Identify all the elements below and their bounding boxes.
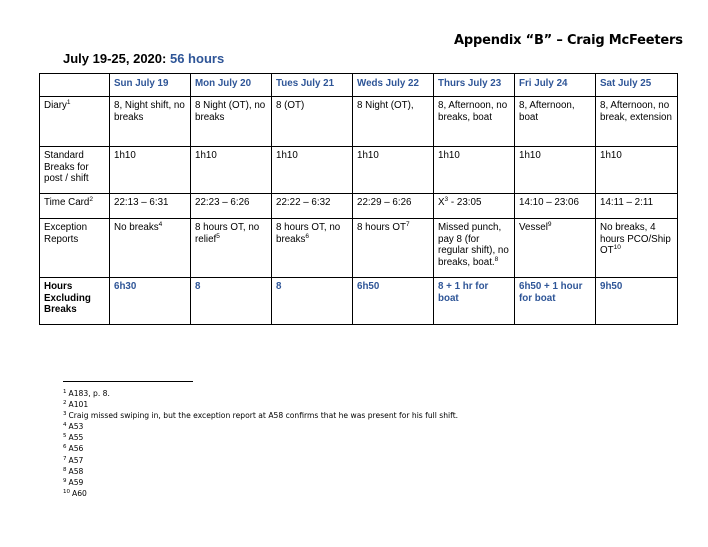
footnote-text: A57 [68, 455, 84, 465]
week-heading [63, 51, 224, 66]
footnote-item [63, 488, 458, 499]
cell-text: 22:23 – 6:26 [195, 197, 250, 208]
cell-text: 8, Afternoon, boat [519, 100, 575, 123]
row-label [40, 194, 110, 219]
schedule-table [39, 73, 678, 325]
row-label [40, 97, 110, 147]
table-cell [353, 147, 434, 194]
cell-text: 22:13 – 6:31 [114, 197, 169, 208]
row-label-text: Hours Excluding Breaks [44, 281, 91, 315]
cell-text: 8, Night shift, no breaks [114, 100, 185, 123]
footnote-item [63, 410, 458, 421]
footnote-text: A60 [72, 488, 87, 498]
row-label-text: Time Card [44, 197, 90, 208]
cell-text: 1h10 [195, 150, 217, 161]
footnotes [63, 388, 458, 499]
table-cell [434, 219, 515, 278]
table-row [40, 194, 678, 219]
footnote-number: 3 [63, 411, 67, 418]
footnote-ref: 6 [305, 232, 310, 240]
table-cell [434, 97, 515, 147]
table-cell [596, 278, 678, 325]
table-cell [353, 278, 434, 325]
header-cell: Fri July 24 [515, 74, 596, 97]
cell-text-after: - 23:05 [448, 197, 482, 208]
cell-text: 22:29 – 6:26 [357, 197, 412, 208]
row-label-text: Diary [44, 100, 67, 111]
cell-text: 8, Afternoon, no break, extension [600, 100, 672, 123]
cell-text: X [438, 197, 445, 208]
table-row [40, 219, 678, 278]
table-cell [515, 278, 596, 325]
cell-text: 6h50 [357, 281, 380, 292]
footnote-item [63, 466, 458, 477]
table-row [40, 147, 678, 194]
cell-text: 8 (OT) [276, 100, 305, 111]
table-cell [596, 194, 678, 219]
table-cell [110, 194, 191, 219]
cell-text: 8 Night (OT), no breaks [195, 100, 266, 123]
table-cell [515, 219, 596, 278]
table-cell [272, 147, 353, 194]
cell-text: No breaks [114, 222, 159, 233]
table-cell [596, 147, 678, 194]
footnote-text: A56 [68, 444, 84, 454]
appendix-title: Appendix “B” – Craig McFeeters [454, 33, 683, 48]
footnote-ref: 3 [444, 196, 449, 203]
table-cell [596, 97, 678, 147]
cell-text: 1h10 [600, 150, 622, 161]
header-cell: Mon July 20 [191, 74, 272, 97]
header-cell: Sun July 19 [110, 74, 191, 97]
table-cell [110, 219, 191, 278]
header-corner-cell [40, 74, 110, 97]
table-cell [272, 278, 353, 325]
cell-text: 8 hours OT, no relief [195, 222, 260, 245]
footnote-item [63, 477, 458, 488]
table-cell [191, 97, 272, 147]
week-range: July 19-25, 2020: [63, 51, 167, 66]
footnote-item [63, 399, 458, 410]
header-cell: Tues July 21 [272, 74, 353, 97]
table-cell [272, 194, 353, 219]
header-cell: Sat July 25 [596, 74, 678, 97]
footnote-text: A55 [68, 433, 84, 443]
footnote-text: A183, p. 8. [68, 389, 110, 398]
footnote-number: 1 [63, 389, 67, 395]
footnote-item [63, 388, 458, 399]
table-cell [596, 219, 678, 278]
row-label-text: Standard Breaks for post / shift [44, 150, 89, 184]
cell-text: 6h30 [114, 281, 137, 292]
footnote-text: A59 [68, 477, 84, 487]
footnote-number: 9 [63, 477, 67, 484]
table-cell [110, 97, 191, 147]
footnote-item [63, 432, 458, 443]
table-cell [191, 147, 272, 194]
cell-text: 9h50 [600, 281, 623, 292]
cell-text: 8 [195, 281, 201, 292]
cell-text: No breaks, 4 hours PCO/Ship OT [600, 222, 671, 256]
table-cell [191, 194, 272, 219]
table-cell [191, 278, 272, 325]
cell-text: 8 + 1 hr for boat [438, 281, 489, 304]
row-label [40, 219, 110, 278]
table-cell [191, 219, 272, 278]
cell-text: Vessel [519, 222, 548, 233]
cell-text: 1h10 [519, 150, 541, 161]
footnote-number: 2 [63, 400, 67, 407]
row-label-text: Exception Reports [44, 222, 88, 245]
footnote-number: 4 [63, 422, 67, 429]
cell-text: 1h10 [114, 150, 136, 161]
cell-text: 8, Afternoon, no breaks, boat [438, 100, 508, 123]
footnote-ref: 1 [66, 99, 71, 106]
cell-text: 1h10 [438, 150, 460, 161]
cell-text: 8 [276, 281, 282, 292]
table-cell [515, 194, 596, 219]
footnote-text: A53 [68, 422, 84, 432]
table-cell [515, 147, 596, 194]
table-cell [434, 147, 515, 194]
footnote-item [63, 421, 458, 432]
cell-text: Missed punch, pay 8 (for regular shift), no breaks, boat. [438, 222, 509, 268]
header-cell: Weds July 22 [353, 74, 434, 97]
cell-text: 8 Night (OT), [357, 100, 414, 111]
cell-text: 1h10 [276, 150, 298, 161]
footnote-number: 6 [63, 444, 67, 451]
table-row [40, 97, 678, 147]
footnote-text: A101 [68, 400, 89, 410]
footnote-ref: 9 [547, 221, 552, 228]
footnote-text: A58 [68, 466, 84, 476]
table-cell [353, 194, 434, 219]
footnote-ref: 5 [216, 232, 220, 240]
row-label [40, 147, 110, 194]
table-cell [272, 219, 353, 278]
footnote-number: 10 [63, 488, 70, 495]
row-label [40, 278, 110, 325]
cell-text: 22:22 – 6:32 [276, 197, 331, 208]
table-row [40, 278, 678, 325]
footnote-number: 8 [63, 466, 67, 473]
table-cell [110, 147, 191, 194]
cell-text: 14:10 – 23:06 [519, 197, 579, 208]
footnote-separator [63, 381, 193, 382]
footnote-item [63, 455, 458, 466]
header-cell: Thurs July 23 [434, 74, 515, 97]
cell-text: 14:11 – 2:11 [600, 197, 654, 208]
footnote-ref: 7 [406, 221, 410, 228]
table-cell [434, 194, 515, 219]
table-cell [110, 278, 191, 325]
cell-text: 8 hours OT [357, 222, 407, 233]
footnote-ref: 2 [89, 196, 93, 203]
footnote-ref: 10 [613, 244, 621, 251]
cell-text: 1h10 [357, 150, 379, 161]
table-cell [353, 97, 434, 147]
cell-text: 6h50 + 1 hour for boat [519, 281, 583, 304]
footnote-ref: 4 [158, 221, 163, 228]
table-cell [434, 278, 515, 325]
table-cell [515, 97, 596, 147]
footnote-number: 7 [63, 455, 67, 462]
footnote-item [63, 443, 458, 454]
footnote-number: 5 [63, 433, 67, 440]
table-cell [272, 97, 353, 147]
footnote-ref: 8 [494, 255, 499, 263]
footnote-text: Craig missed swiping in, but the exception report at A58 confirms that he was present for his full shift. [68, 411, 459, 421]
table-cell [353, 219, 434, 278]
cell-text: 8 hours OT, no breaks [276, 222, 341, 245]
week-hours: 56 hours [169, 51, 225, 66]
